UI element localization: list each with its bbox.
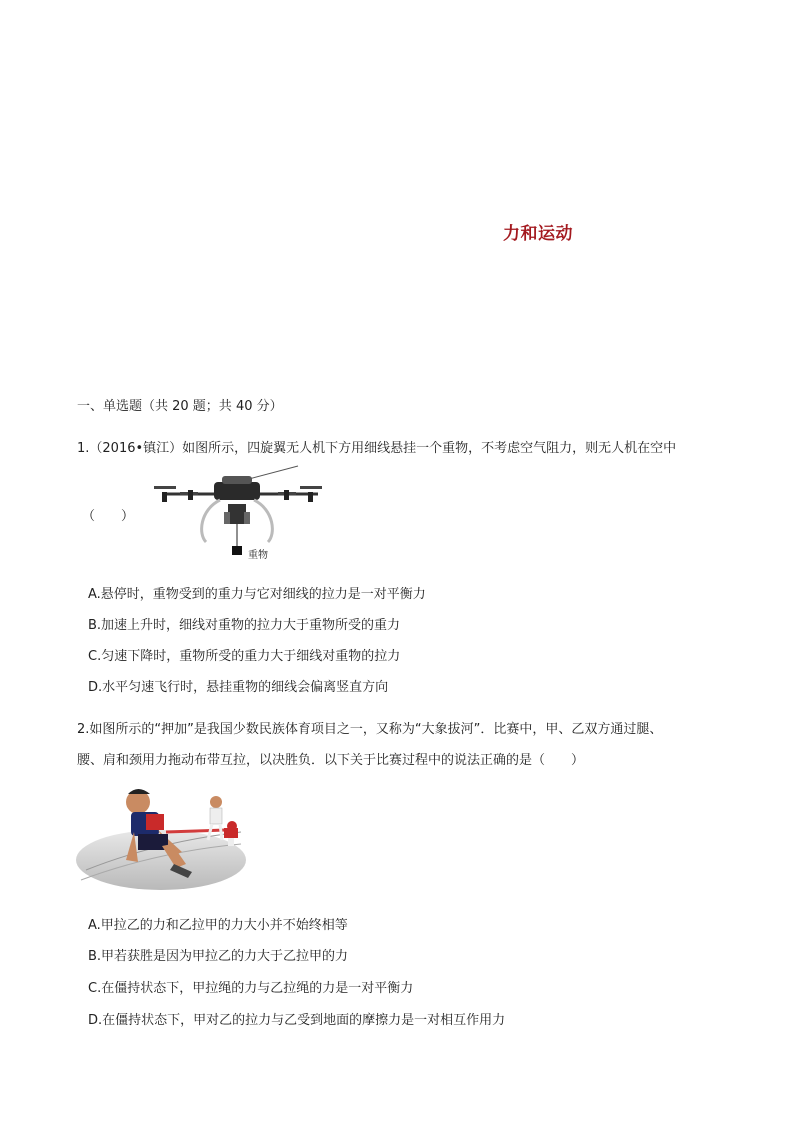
tug-of-war-photo — [76, 772, 246, 892]
question-1-answer-paren: （ ） — [82, 509, 135, 524]
question-1-option-d: D.水平匀速飞行时，悬挂重物的细线会偏离竖直方向 — [88, 680, 389, 695]
question-2-option-d: D.在僵持状态下，甲对乙的拉力与乙受到地面的摩擦力是一对相互作用力 — [88, 1013, 506, 1028]
question-1-option-a: A.悬停时，重物受到的重力与它对细线的拉力是一对平衡力 — [88, 587, 426, 602]
question-2-stem-line-1: 2.如图所示的“押加”是我国少数民族体育项目之一，又称为“大象拔河”．比赛中，甲、乙双方通过腿、 — [77, 722, 663, 737]
question-1-stem: 1.（2016•镇江）如图所示，四旋翼无人机下方用细线悬挂一个重物，不考虑空气阻力，则无人机在空中 — [77, 441, 677, 456]
question-1-option-c: C.匀速下降时，重物所受的重力大于细线对重物的拉力 — [88, 649, 401, 664]
question-2-stem-line-2: 腰、肩和颈用力拖动布带互拉，以决胜负．以下关于比赛过程中的说法正确的是（ ） — [77, 753, 585, 768]
question-1-option-b: B.加速上升时，细线对重物的拉力大于重物所受的重力 — [88, 618, 401, 633]
drone-figure — [150, 462, 330, 562]
question-2-option-c: C.在僵持状态下，甲拉绳的力与乙拉绳的力是一对平衡力 — [88, 981, 414, 996]
drone-figure-label: 重物 — [248, 550, 268, 561]
document-title: 力和运动 — [503, 224, 573, 244]
question-2-option-b: B.甲若获胜是因为甲拉乙的力大于乙拉甲的力 — [88, 949, 349, 964]
question-2-option-a: A.甲拉乙的力和乙拉甲的力大小并不始终相等 — [88, 918, 348, 933]
section-heading: 一、单选题（共 20 题；共 40 分） — [77, 399, 283, 414]
